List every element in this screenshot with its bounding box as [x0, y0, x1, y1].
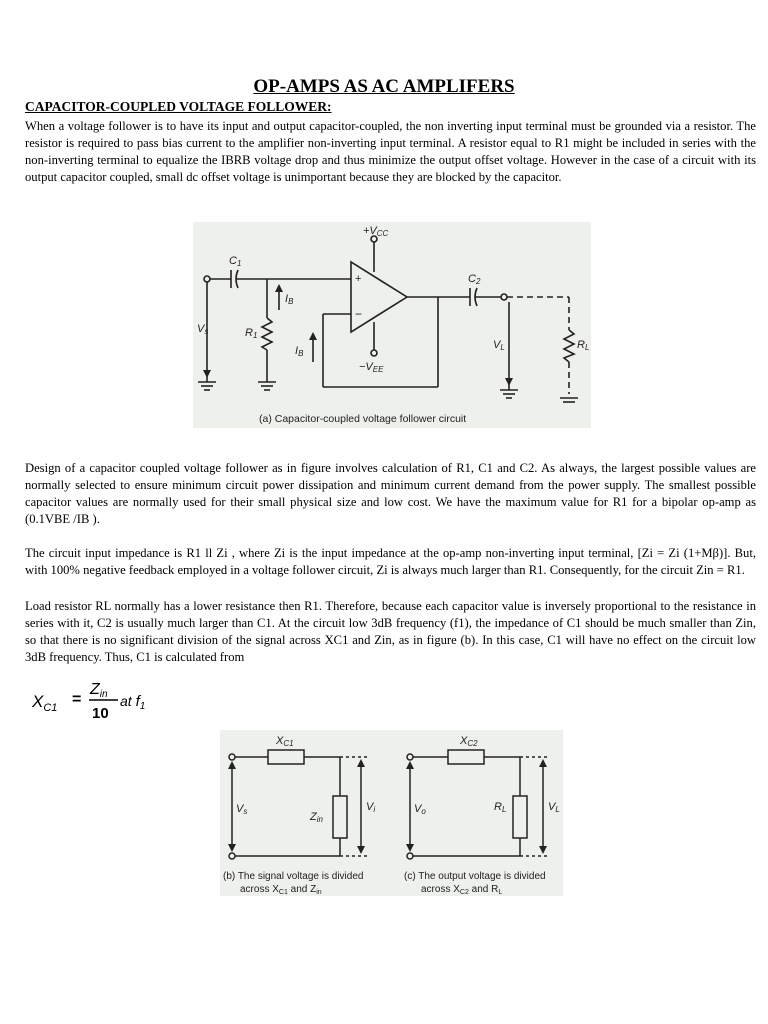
- formula-at: at $f_1$: [120, 693, 146, 712]
- c1-label: C1: [229, 255, 242, 268]
- figure-bc-divider-circuits: [220, 730, 563, 896]
- figure-c-caption-line1: (c) The output voltage is divided: [404, 871, 546, 882]
- figure-c-caption-line2: across $X_{C2}$ and $R_L$: [421, 884, 503, 896]
- figure-a-capacitor-coupled-follower: [193, 222, 591, 428]
- vl-label: VL: [493, 339, 505, 352]
- figure-bc-schematic: [220, 730, 563, 896]
- xc2-label: XC2: [460, 735, 478, 748]
- vee-label: −VEE: [359, 361, 384, 374]
- page-title: OP-AMPS AS AC AMPLIFERS: [253, 76, 515, 97]
- formula-equals: =: [72, 691, 82, 708]
- figure-b-caption-line2: across $X_{C1}$ and $Z_{in}$: [240, 884, 322, 896]
- formula-lhs: $X_{C1}$: [32, 692, 58, 714]
- vs-label: Vs: [197, 323, 209, 336]
- c2-label: C2: [468, 273, 481, 286]
- paragraph-intro: When a voltage follower is to have its input and output capacitor-coupled, the non inverting input terminal must be grounded via a resistor. The resistor is required to pass bias current to the amplifier non-inverting input terminal. A resistor equal to R1 might be included in series with the non-inverting terminal to equalize the IBRB voltage drop and thus minimize the output offset voltage. However in the case of a circuit with its output capacitor coupled, small dc offset voltage is unimportant because they are blocked by the capacitor.: [25, 119, 756, 184]
- vs-label-b: Vs: [236, 803, 248, 816]
- vo-label: Vo: [414, 803, 426, 816]
- ib-label-r1: IB: [285, 293, 294, 306]
- vi-label: Vi: [366, 801, 376, 814]
- paragraph-design: Design of a capacitor coupled voltage follower as in figure involves calculation of R1, C1 and C2. As always, the largest possible values are normally selected to ensure minimum circuit power dissipation and minimum current demand from the power supply. The smallest possible capacitor values are normally used for their small physical size and low cost. We have the maximum value for R1 for a bipolar op-amp as (0.1VBE /IB ).: [25, 461, 756, 526]
- r1-label: R1: [245, 327, 258, 340]
- minus-input-label: −: [355, 307, 363, 321]
- figure-b-caption-line1: (b) The signal voltage is divided: [223, 871, 364, 882]
- formula-xc1: [28, 676, 178, 726]
- xc1-label: XC1: [276, 735, 294, 748]
- rl-label: RL: [577, 339, 590, 352]
- formula-denominator: 10: [92, 705, 109, 722]
- paragraph-load: Load resistor RL normally has a lower resistance then R1. Therefore, because each capacitor value is inversely proportional to the resistance in series with it, C2 is usually much larger than C1. At the circuit low 3dB frequency (f1), the impedance of C1 should be much smaller than Zin, so that there is no significant division of the signal across XC1 and Zin, as in figure (b). In this case, C1 will have no effect on the circuit low 3dB frequency. Thus, C1 is calculated from: [25, 599, 756, 664]
- section-heading: CAPACITOR-COUPLED VOLTAGE FOLLOWER:: [25, 99, 332, 114]
- formula-numerator: Zin: [90, 681, 108, 700]
- rl-label-c: RL: [494, 801, 507, 814]
- vl-label-c: VL: [548, 801, 560, 814]
- plus-input-label: +: [355, 273, 362, 285]
- figure-a-schematic: [193, 222, 591, 428]
- vcc-label: +VCC: [363, 225, 389, 238]
- ib-label-feedback: IB: [295, 345, 304, 358]
- paragraph-impedance: The circuit input impedance is R1 ll Zi , where Zi is the input impedance at the op-amp non-inverting input terminal, [Zi = Zi (1+Mβ)]. But, with 100% negative feedback employed in a voltage follower circuit, Zi is always much larger than R1. Consequently, for the circuit Zin = R1.: [25, 546, 756, 577]
- figure-a-caption: (a) Capacitor-coupled voltage follower circuit: [259, 413, 467, 425]
- zin-label: Zin: [310, 811, 323, 824]
